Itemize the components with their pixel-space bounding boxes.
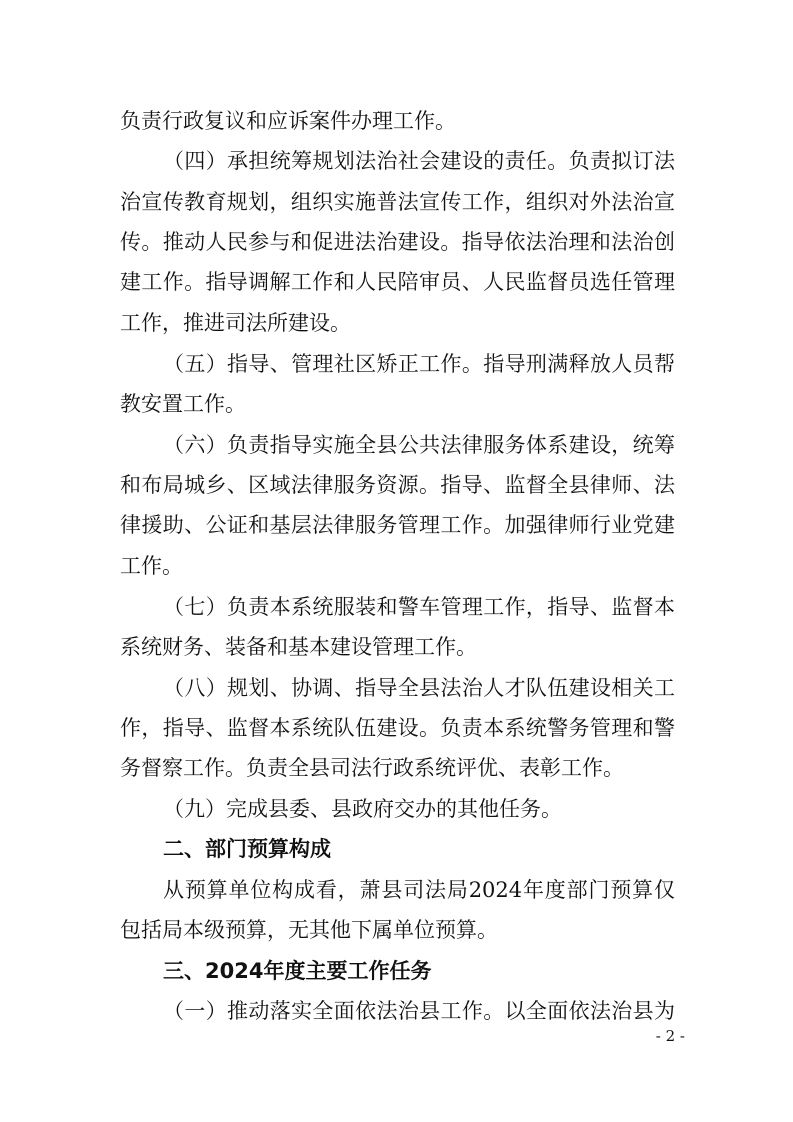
paragraph-line: 建工作。指导调解工作和人民陪审员、人民监督员选任管理 <box>120 270 675 294</box>
paragraph-line: 包括局本级预算，无其他下属单位预算。 <box>120 918 498 942</box>
paragraph-line: （六）负责指导实施全县公共法律服务体系建设，统筹 <box>163 433 675 457</box>
paragraph-line: （五）指导、管理社区矫正工作。指导刑满释放人员帮 <box>163 352 675 376</box>
paragraph-line: 务督察工作。负责全县司法行政系统评优、表彰工作。 <box>120 756 624 780</box>
paragraph-line: 系统财务、装备和基本建设管理工作。 <box>120 635 477 659</box>
paragraph-line: （四）承担统筹规划法治社会建设的责任。负责拟订法 <box>163 149 675 173</box>
section-heading: 三、2024年度主要工作任务 <box>163 959 432 983</box>
paragraph-line: 工作，推进司法所建设。 <box>120 311 351 335</box>
section-heading: 二、部门预算构成 <box>163 837 331 861</box>
page-number: - 2 - <box>655 1027 685 1045</box>
paragraph-line: 从预算单位构成看，萧县司法局2024年度部门预算仅 <box>163 878 675 902</box>
paragraph-line: 治宣传教育规划，组织实施普法宣传工作，组织对外法治宣 <box>120 190 675 214</box>
paragraph-line: （八）规划、协调、指导全县法治人才队伍建设相关工 <box>163 676 675 700</box>
paragraph-line: （一）推动落实全面依法治县工作。以全面依法治县为 <box>163 999 675 1023</box>
paragraph-line: （九）完成县委、县政府交办的其他任务。 <box>163 797 562 821</box>
paragraph-line: 传。推动人民参与和促进法治建设。指导依法治理和法治创 <box>120 230 675 254</box>
paragraph-line: 作，指导、监督本系统队伍建设。负责本系统警务管理和警 <box>120 716 675 740</box>
paragraph-line: 工作。 <box>120 554 183 578</box>
paragraph-line: 负责行政复议和应诉案件办理工作。 <box>120 109 456 133</box>
paragraph-line: 律援助、公证和基层法律服务管理工作。加强律师行业党建 <box>120 513 675 537</box>
paragraph-line: 教安置工作。 <box>120 392 246 416</box>
paragraph-line: 和布局城乡、区域法律服务资源。指导、监督全县律师、法 <box>120 473 675 497</box>
paragraph-line: （七）负责本系统服装和警车管理工作，指导、监督本 <box>163 595 675 619</box>
